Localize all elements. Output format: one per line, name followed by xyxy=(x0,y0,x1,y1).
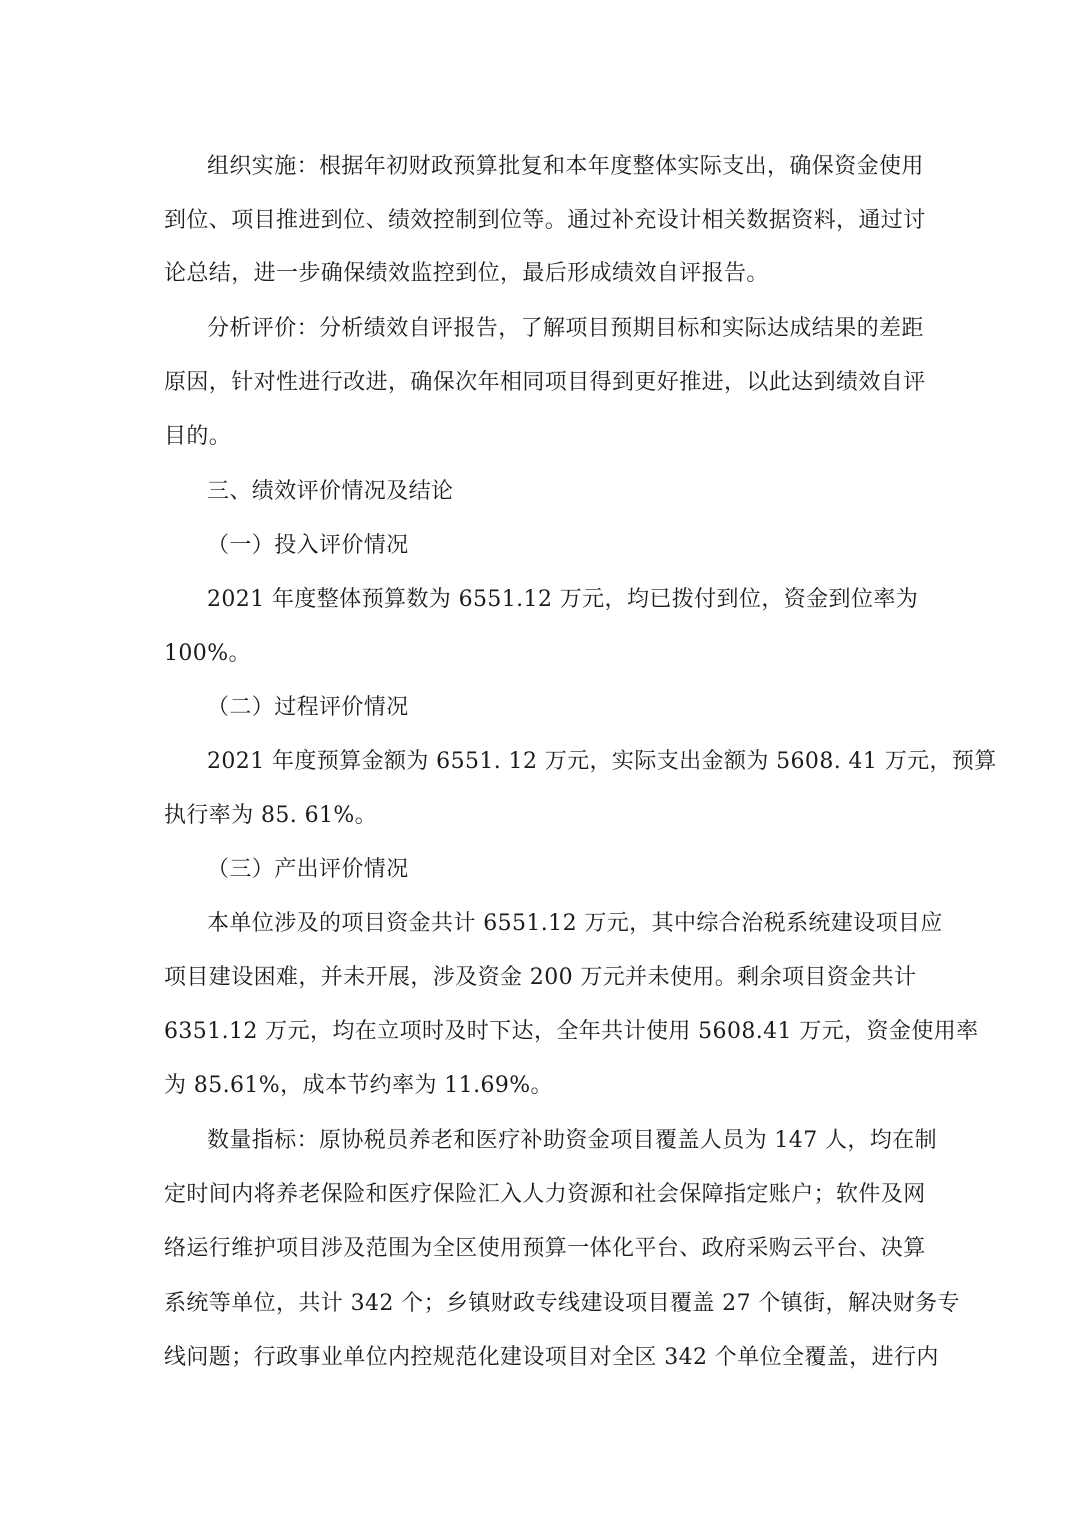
paragraph-line: 定时间内将养老保险和医疗保险汇入人力资源和社会保障指定账户；软件及网 xyxy=(164,1182,926,1207)
paragraph-line: 2021 年度预算金额为 6551. 12 万元，实际支出金额为 5608. 41 万元，预算 xyxy=(207,749,997,774)
paragraph-line: 到位、项目推进到位、绩效控制到位等。通过补充设计相关数据资料，通过讨 xyxy=(164,208,926,233)
subsection-heading: （三）产出评价情况 xyxy=(207,857,409,882)
paragraph-line: 6351.12 万元，均在立项时及时下达，全年共计使用 5608.41 万元，资金使用率 xyxy=(164,1019,979,1044)
paragraph-line: 2021 年度整体预算数为 6551.12 万元，均已拨付到位，资金到位率为 xyxy=(207,587,919,612)
paragraph-line: 本单位涉及的项目资金共计 6551.12 万元，其中综合治税系统建设项目应 xyxy=(207,911,943,936)
paragraph-line: 络运行维护项目涉及范围为全区使用预算一体化平台、政府采购云平台、决算 xyxy=(164,1236,926,1261)
paragraph-line: 论总结，进一步确保绩效监控到位，最后形成绩效自评报告。 xyxy=(164,261,769,286)
paragraph-line: 数量指标：原协税员养老和医疗补助资金项目覆盖人员为 147 人，均在制 xyxy=(207,1128,937,1153)
paragraph-line: 系统等单位，共计 342 个；乡镇财政专线建设项目覆盖 27 个镇街，解决财务专 xyxy=(164,1291,960,1316)
subsection-heading: （一）投入评价情况 xyxy=(207,533,409,558)
paragraph-line: 线问题；行政事业单位内控规范化建设项目对全区 342 个单位全覆盖，进行内 xyxy=(164,1345,939,1370)
paragraph-line: 原因，针对性进行改进，确保次年相同项目得到更好推进，以此达到绩效自评 xyxy=(164,370,926,395)
paragraph-line: 项目建设困难，并未开展，涉及资金 200 万元并未使用。剩余项目资金共计 xyxy=(164,965,917,990)
paragraph-line: 执行率为 85. 61%。 xyxy=(164,803,378,828)
paragraph-line: 为 85.61%，成本节约率为 11.69%。 xyxy=(164,1073,553,1098)
paragraph-line: 100%。 xyxy=(164,641,251,666)
section-heading: 三、绩效评价情况及结论 xyxy=(207,479,454,504)
paragraph-line: 分析评价：分析绩效自评报告，了解项目预期目标和实际达成结果的差距 xyxy=(207,316,924,341)
subsection-heading: （二）过程评价情况 xyxy=(207,695,409,720)
paragraph-line: 目的。 xyxy=(164,424,232,449)
paragraph-line: 组织实施：根据年初财政预算批复和本年度整体实际支出，确保资金使用 xyxy=(207,154,924,179)
